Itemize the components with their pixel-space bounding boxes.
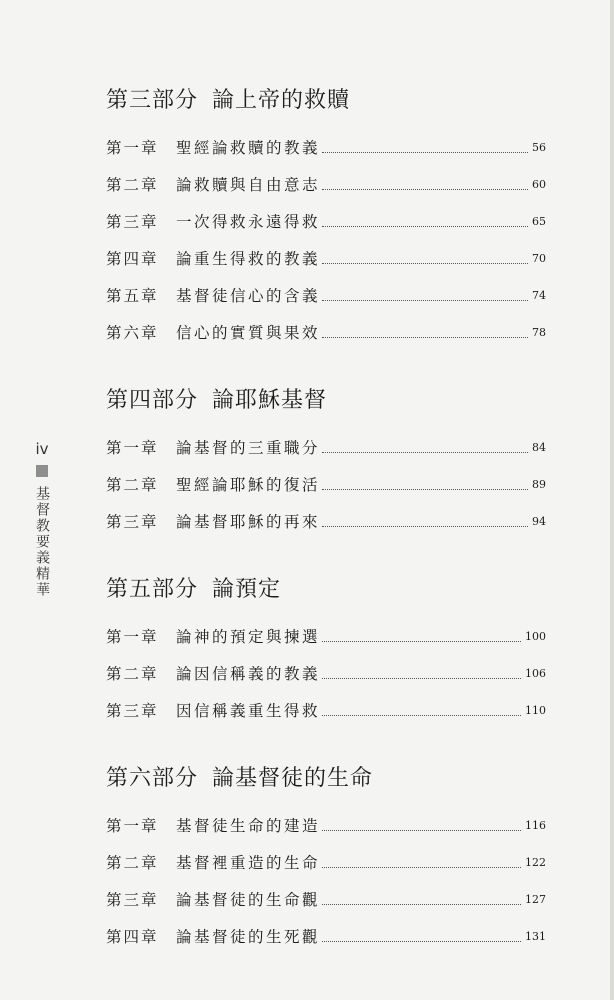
page-number: 70 bbox=[532, 252, 546, 265]
part-heading bbox=[106, 86, 546, 116]
toc-entry[interactable] bbox=[106, 196, 546, 233]
page-number: 84 bbox=[532, 441, 546, 454]
page-number: 65 bbox=[532, 215, 546, 228]
dot-leader bbox=[322, 903, 521, 905]
part-title: 論耶穌基督 bbox=[212, 388, 328, 413]
chapter-title: 聖經論耶穌的復活 bbox=[176, 476, 321, 494]
side-running-head bbox=[30, 440, 54, 598]
toc-entry[interactable] bbox=[106, 874, 546, 911]
part-number: 第三部分 bbox=[106, 88, 199, 113]
page-number: 60 bbox=[532, 178, 546, 191]
part-number: 第四部分 bbox=[106, 388, 199, 413]
chapter-title: 論基督耶穌的再來 bbox=[176, 513, 321, 531]
dot-leader bbox=[322, 336, 528, 338]
toc-part-5 bbox=[106, 575, 546, 722]
page-number: 110 bbox=[525, 704, 546, 717]
chapter-title: 論基督徒的生死觀 bbox=[176, 928, 321, 946]
toc-entry[interactable] bbox=[106, 270, 546, 307]
chapter-number: 第三章 bbox=[106, 513, 159, 531]
dot-leader bbox=[322, 262, 528, 264]
chapter-number: 第三章 bbox=[106, 702, 159, 720]
part-title: 論預定 bbox=[212, 577, 282, 602]
chapter-number: 第六章 bbox=[106, 324, 159, 342]
page-number: 131 bbox=[525, 930, 546, 943]
page-number: 78 bbox=[532, 326, 546, 339]
book-title-vertical: 基督教要義精華 bbox=[34, 486, 50, 598]
dot-leader bbox=[322, 677, 521, 679]
dot-leader bbox=[322, 299, 528, 301]
toc-entry[interactable] bbox=[106, 307, 546, 344]
dot-leader bbox=[322, 488, 528, 490]
chapter-title: 論基督徒的生命觀 bbox=[176, 891, 321, 909]
page-number: 116 bbox=[525, 819, 546, 832]
section-gap bbox=[106, 722, 546, 764]
page-number-roman: iv bbox=[35, 440, 49, 458]
dot-leader bbox=[322, 525, 528, 527]
toc-entry[interactable] bbox=[106, 685, 546, 722]
page-edge bbox=[610, 0, 614, 1000]
chapter-title: 基督徒信心的含義 bbox=[176, 287, 321, 305]
dot-leader bbox=[322, 151, 528, 153]
chapter-title: 論因信稱義的教義 bbox=[176, 665, 321, 683]
dot-leader bbox=[322, 714, 521, 716]
section-gap bbox=[106, 533, 546, 575]
chapter-title: 基督裡重造的生命 bbox=[176, 854, 321, 872]
chapter-title: 因信稱義重生得救 bbox=[176, 702, 321, 720]
part-heading bbox=[106, 386, 546, 416]
chapter-number: 第二章 bbox=[106, 854, 159, 872]
dot-leader bbox=[322, 866, 521, 868]
page-number: 106 bbox=[525, 667, 546, 680]
chapter-number: 第三章 bbox=[106, 213, 159, 231]
part-heading bbox=[106, 575, 546, 605]
toc-entry[interactable] bbox=[106, 422, 546, 459]
page-number: 89 bbox=[532, 478, 546, 491]
dot-leader bbox=[322, 451, 528, 453]
toc-entry[interactable] bbox=[106, 911, 546, 948]
dot-leader bbox=[322, 640, 521, 642]
toc-entry[interactable] bbox=[106, 611, 546, 648]
table-of-contents bbox=[106, 86, 546, 948]
part-heading bbox=[106, 764, 546, 794]
toc-entry[interactable] bbox=[106, 496, 546, 533]
part-title: 論上帝的救贖 bbox=[212, 88, 351, 113]
page-number: 127 bbox=[525, 893, 546, 906]
chapter-number: 第一章 bbox=[106, 817, 159, 835]
gray-square-marker bbox=[36, 465, 48, 477]
chapter-number: 第二章 bbox=[106, 665, 159, 683]
part-number: 第六部分 bbox=[106, 766, 199, 791]
dot-leader bbox=[322, 829, 521, 831]
page-number: 74 bbox=[532, 289, 546, 302]
dot-leader bbox=[322, 225, 528, 227]
section-gap bbox=[106, 344, 546, 386]
chapter-title: 基督徒生命的建造 bbox=[176, 817, 321, 835]
page-number: 56 bbox=[532, 141, 546, 154]
part-title: 論基督徒的生命 bbox=[212, 766, 374, 791]
toc-entry[interactable] bbox=[106, 233, 546, 270]
chapter-number: 第二章 bbox=[106, 476, 159, 494]
toc-entry[interactable] bbox=[106, 122, 546, 159]
chapter-number: 第三章 bbox=[106, 891, 159, 909]
toc-entry[interactable] bbox=[106, 800, 546, 837]
chapter-title: 信心的實質與果效 bbox=[176, 324, 321, 342]
toc-part-6 bbox=[106, 764, 546, 948]
toc-entry[interactable] bbox=[106, 837, 546, 874]
chapter-title: 論基督的三重職分 bbox=[176, 439, 321, 457]
chapter-title: 論重生得救的教義 bbox=[176, 250, 321, 268]
chapter-number: 第四章 bbox=[106, 250, 159, 268]
toc-part-4 bbox=[106, 386, 546, 533]
toc-entry[interactable] bbox=[106, 159, 546, 196]
chapter-number: 第一章 bbox=[106, 628, 159, 646]
dot-leader bbox=[322, 940, 521, 942]
page-number: 94 bbox=[532, 515, 546, 528]
chapter-title: 論神的預定與揀選 bbox=[176, 628, 321, 646]
chapter-title: 一次得救永遠得救 bbox=[176, 213, 321, 231]
chapter-number: 第一章 bbox=[106, 139, 159, 157]
dot-leader bbox=[322, 188, 528, 190]
chapter-title: 聖經論救贖的教義 bbox=[176, 139, 321, 157]
page-number: 122 bbox=[525, 856, 546, 869]
toc-part-3 bbox=[106, 86, 546, 344]
toc-entry[interactable] bbox=[106, 648, 546, 685]
chapter-number: 第一章 bbox=[106, 439, 159, 457]
chapter-title: 論救贖與自由意志 bbox=[176, 176, 321, 194]
part-number: 第五部分 bbox=[106, 577, 199, 602]
chapter-number: 第四章 bbox=[106, 928, 159, 946]
toc-entry[interactable] bbox=[106, 459, 546, 496]
chapter-number: 第五章 bbox=[106, 287, 159, 305]
chapter-number: 第二章 bbox=[106, 176, 159, 194]
page-number: 100 bbox=[525, 630, 546, 643]
